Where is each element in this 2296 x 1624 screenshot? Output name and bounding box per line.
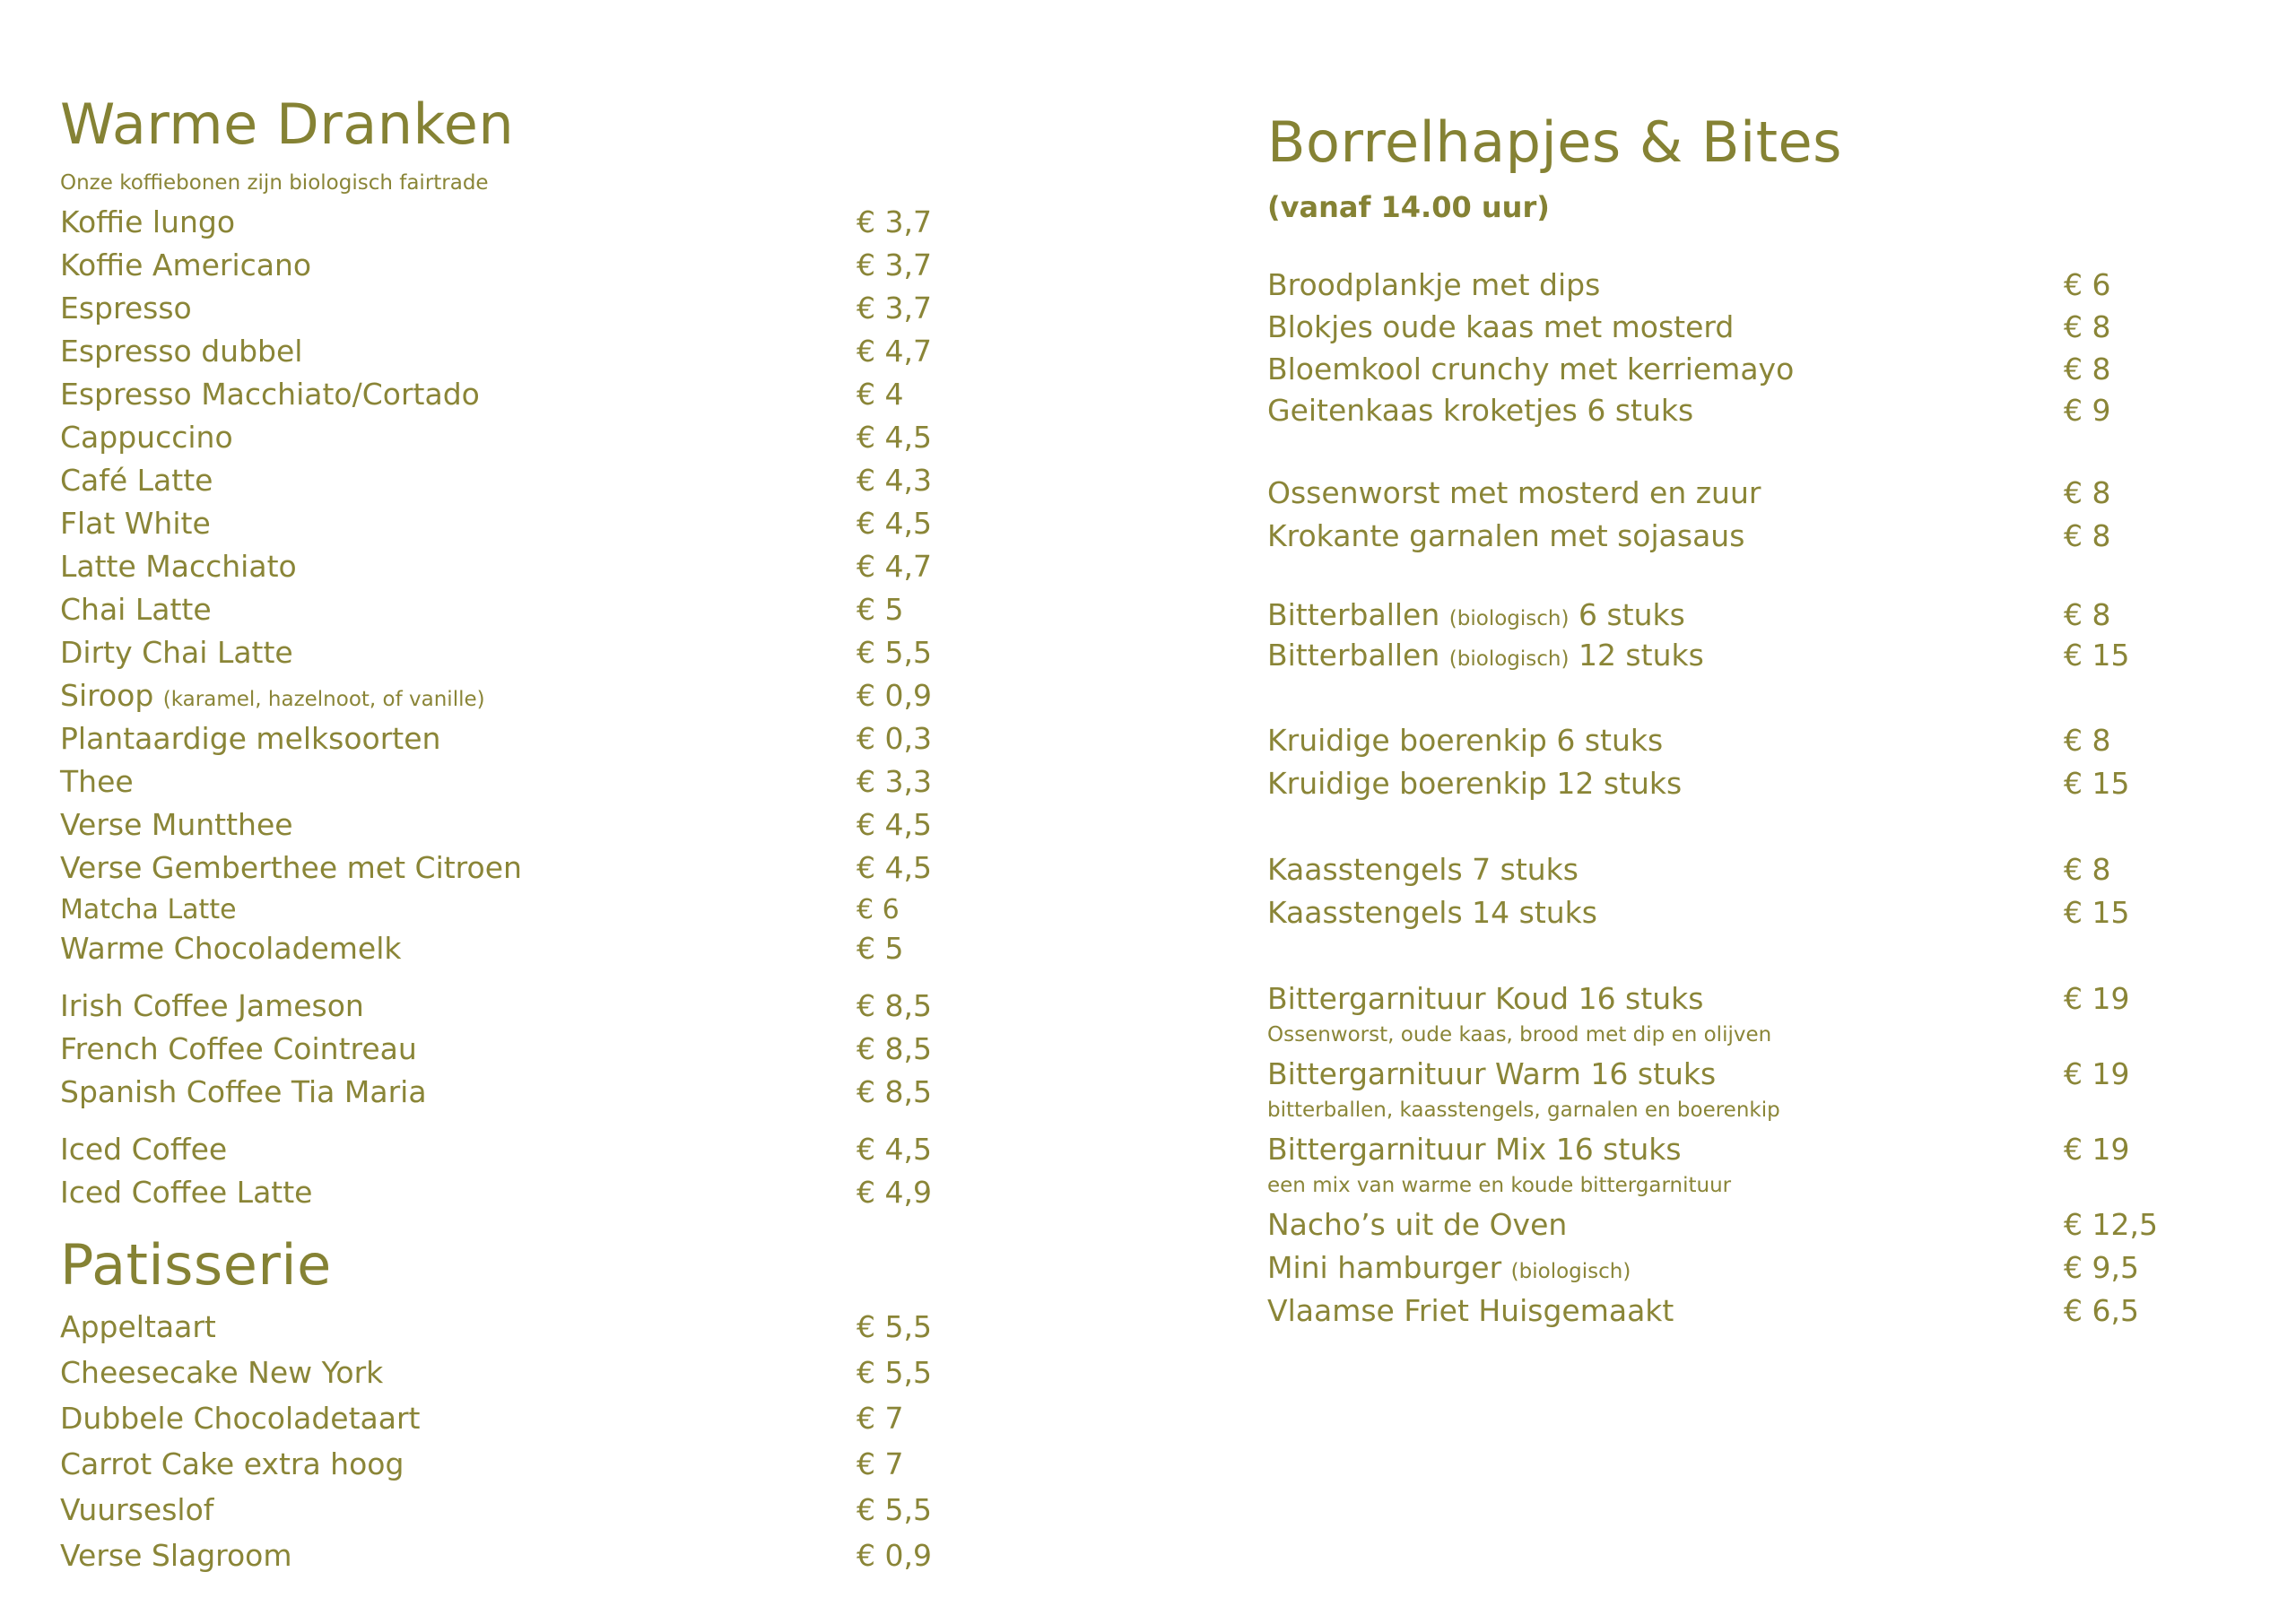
- item-name: Warme Chocolademelk: [60, 931, 402, 966]
- item-name: Koffie Americano: [60, 248, 312, 282]
- borrelhapjes-subtitle: (vanaf 14.00 uur): [1267, 190, 1550, 224]
- patisserie-title: Patisserie: [60, 1232, 332, 1298]
- item-name: [60, 678, 485, 717]
- item-name: Verse Gemberthee met Citroen: [60, 850, 522, 885]
- item-name: Bloemkool crunchy met kerriemayo: [1267, 352, 1795, 386]
- item-name: Appeltaart: [60, 1309, 216, 1344]
- item-price: € 8: [2064, 597, 2111, 632]
- item-price: € 19: [2064, 1132, 2130, 1167]
- item-price: € 7: [857, 1401, 904, 1436]
- item-name-main: Bitterballen: [1267, 597, 1440, 632]
- item-price: € 8: [2064, 518, 2111, 553]
- item-name: French Coffee Cointreau: [60, 1031, 417, 1066]
- warme-dranken-title: Warme Dranken: [60, 91, 515, 157]
- item-name: [1267, 1250, 1631, 1290]
- item-price: € 5,5: [857, 1355, 932, 1390]
- item-description: een mix van warme en koude bittergarnituur: [1267, 1174, 1732, 1197]
- item-price: € 4,5: [857, 807, 932, 842]
- item-price: € 4,5: [857, 850, 932, 885]
- item-name: Plantaardige melksoorten: [60, 721, 441, 756]
- item-name: Carrot Cake extra hoog: [60, 1446, 404, 1481]
- item-price: € 8,5: [857, 1074, 932, 1109]
- item-description: Ossenworst, oude kaas, brood met dip en olijven: [1267, 1023, 1772, 1046]
- item-price: € 0,9: [857, 678, 932, 713]
- item-price: € 4,5: [857, 420, 932, 455]
- item-name: Blokjes oude kaas met mosterd: [1267, 309, 1735, 344]
- item-name: [1267, 638, 1704, 677]
- item-name: Matcha Latte: [60, 894, 237, 925]
- item-price: € 7: [857, 1446, 904, 1481]
- item-name: Verse Muntthee: [60, 807, 293, 842]
- item-name: Broodplankje met dips: [1267, 267, 1601, 302]
- item-price: € 5,5: [857, 635, 932, 670]
- item-price: € 15: [2064, 638, 2130, 673]
- borrelhapjes-title: Borrelhapjes & Bites: [1267, 109, 1842, 175]
- item-name: Bittergarnituur Koud 16 stuks: [1267, 981, 1704, 1016]
- item-price: € 5: [857, 592, 904, 627]
- item-name: Nacho’s uit de Oven: [1267, 1207, 1568, 1242]
- item-price: € 4: [857, 377, 904, 412]
- item-name: Spanish Coffee Tia Maria: [60, 1074, 427, 1109]
- item-name-main: Siroop: [60, 678, 154, 713]
- item-price: € 3,7: [857, 248, 932, 282]
- item-name: Chai Latte: [60, 592, 212, 627]
- item-name: Kaasstengels 14 stuks: [1267, 895, 1597, 930]
- item-price: € 15: [2064, 895, 2130, 930]
- item-price: € 4,7: [857, 334, 932, 369]
- item-name: Krokante garnalen met sojasaus: [1267, 518, 1745, 553]
- item-price: € 3,7: [857, 204, 932, 239]
- item-price: € 6: [2064, 267, 2111, 302]
- item-name: Verse Slagroom: [60, 1538, 292, 1573]
- item-name: Iced Coffee: [60, 1132, 228, 1167]
- item-name: Espresso: [60, 291, 192, 326]
- item-name: Koffie lungo: [60, 204, 236, 239]
- item-name-main: Mini hamburger: [1267, 1250, 1502, 1285]
- item-name: Ossenworst met mosterd en zuur: [1267, 475, 1761, 510]
- item-name-suffix: 12 stuks: [1578, 638, 1704, 673]
- item-name: Vuurseslof: [60, 1492, 214, 1527]
- item-extra: (biologisch): [1448, 647, 1570, 671]
- item-name: [1267, 597, 1685, 637]
- item-price: € 0,9: [857, 1538, 932, 1573]
- item-name: Kruidige boerenkip 6 stuks: [1267, 723, 1664, 758]
- item-name: Kruidige boerenkip 12 stuks: [1267, 766, 1683, 801]
- item-name-suffix: 6 stuks: [1578, 597, 1685, 632]
- item-name: Espresso Macchiato/Cortado: [60, 377, 480, 412]
- item-price: € 8,5: [857, 1031, 932, 1066]
- item-name: Espresso dubbel: [60, 334, 303, 369]
- item-price: € 5: [857, 931, 904, 966]
- item-extra: (biologisch): [1510, 1260, 1631, 1283]
- item-price: € 15: [2064, 766, 2130, 801]
- item-name: Bittergarnituur Warm 16 stuks: [1267, 1056, 1717, 1091]
- item-name: Cappuccino: [60, 420, 233, 455]
- item-name: Vlaamse Friet Huisgemaakt: [1267, 1293, 1674, 1328]
- item-extra: (karamel, hazelnoot, of vanille): [162, 688, 485, 711]
- item-price: € 0,3: [857, 721, 932, 756]
- item-price: € 8: [2064, 852, 2111, 887]
- item-name: Thee: [60, 764, 134, 799]
- item-price: € 4,7: [857, 549, 932, 584]
- item-extra: (biologisch): [1448, 607, 1570, 630]
- item-name: Kaasstengels 7 stuks: [1267, 852, 1578, 887]
- item-price: € 8: [2064, 723, 2111, 758]
- item-name: Café Latte: [60, 463, 213, 498]
- item-name: Bittergarnituur Mix 16 stuks: [1267, 1132, 1682, 1167]
- item-name: Iced Coffee Latte: [60, 1175, 313, 1210]
- item-price: € 3,7: [857, 291, 932, 326]
- item-price: € 4,5: [857, 1132, 932, 1167]
- item-price: € 8: [2064, 309, 2111, 344]
- item-name: Geitenkaas kroketjes 6 stuks: [1267, 393, 1694, 428]
- item-price: € 5,5: [857, 1492, 932, 1527]
- item-price: € 8: [2064, 475, 2111, 510]
- item-description: bitterballen, kaasstengels, garnalen en boerenkip: [1267, 1099, 1780, 1122]
- item-price: € 9: [2064, 393, 2111, 428]
- item-price: € 6,5: [2064, 1293, 2139, 1328]
- item-name: Dubbele Chocoladetaart: [60, 1401, 421, 1436]
- item-price: € 8,5: [857, 988, 932, 1023]
- item-price: € 19: [2064, 1056, 2130, 1091]
- item-price: € 9,5: [2064, 1250, 2139, 1285]
- item-name: Cheesecake New York: [60, 1355, 384, 1390]
- item-price: € 8: [2064, 352, 2111, 386]
- item-name: Flat White: [60, 506, 211, 541]
- warme-dranken-note: Onze koffiebonen zijn biologisch fairtrade: [60, 171, 489, 195]
- item-name-main: Bitterballen: [1267, 638, 1440, 673]
- item-price: € 5,5: [857, 1309, 932, 1344]
- item-name: Dirty Chai Latte: [60, 635, 293, 670]
- item-price: € 3,3: [857, 764, 932, 799]
- item-name: Irish Coffee Jameson: [60, 988, 364, 1023]
- item-price: € 12,5: [2064, 1207, 2158, 1242]
- item-name: Latte Macchiato: [60, 549, 297, 584]
- item-price: € 19: [2064, 981, 2130, 1016]
- item-price: € 6: [857, 894, 900, 925]
- item-price: € 4,3: [857, 463, 932, 498]
- item-price: € 4,5: [857, 506, 932, 541]
- item-price: € 4,9: [857, 1175, 932, 1210]
